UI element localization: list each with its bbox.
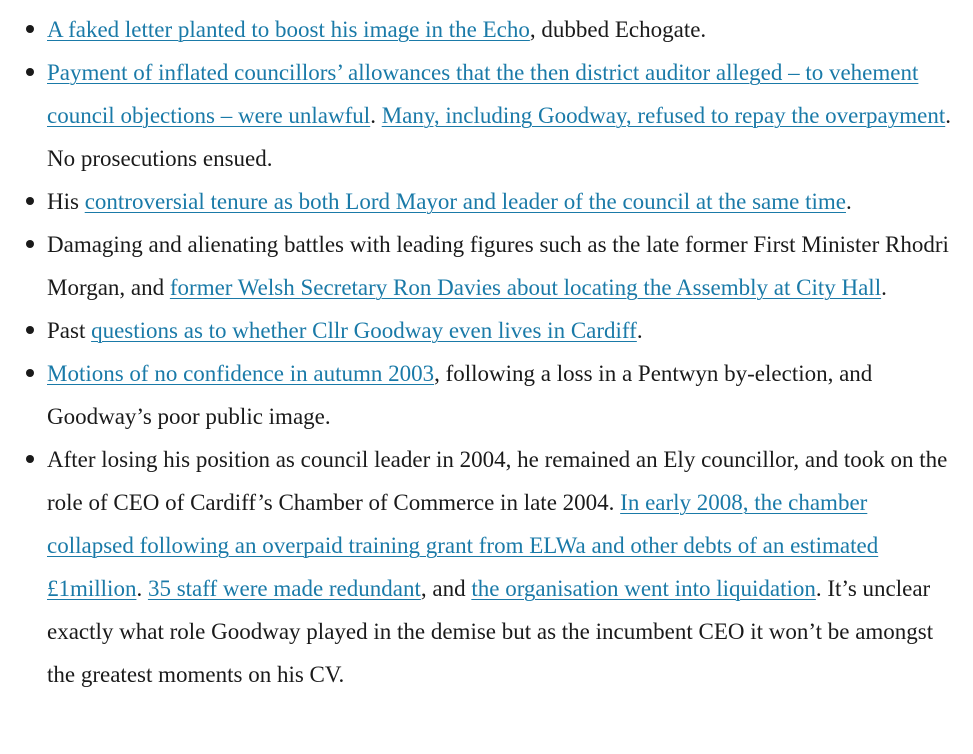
item-text: Damaging and alienating battles with leading figures such as the late former First Minister Rhodri Morgan, and [47,232,949,300]
lord-mayor-tenure-link[interactable]: controversial tenure as both Lord Mayor and leader of the council at the same time [84,189,846,214]
item-text: After losing his position as council leader in 2004, he remained an Ely councillor, and took on the role of CEO of Cardiff’s Chamber of Commerce in late 2004. [47,447,948,515]
item-text: , dubbed Echogate. [529,17,707,42]
bullet-icon [26,197,34,205]
item-text: , following a loss in a Pentwyn by-election, and Goodway’s poor public image. [47,361,873,429]
bullet-icon [26,369,34,377]
liquidation-link[interactable]: the organisation went into liquidation [471,576,816,601]
item-text: . [881,275,887,300]
chamber-collapse-link[interactable]: In early 2008, the chamber collapsed following an overpaid training grant from ELWa and other debts of an estimated £1million [47,490,879,601]
bullet-icon [26,25,34,33]
item-text: . [370,103,382,128]
item-text: Past [47,318,92,343]
no-confidence-link[interactable]: Motions of no confidence in autumn 2003 [47,361,435,386]
item-text: His [47,189,85,214]
item-text: , and [420,576,472,601]
item-text: . No prosecutions ensued. [47,103,951,171]
list-item [47,180,957,223]
bullet-icon [26,455,34,463]
redundancies-link[interactable]: 35 staff were made redundant [147,576,421,601]
bullet-icon [26,68,34,76]
bullet-icon [26,326,34,334]
overpayment-link[interactable]: Many, including Goodway, refused to repay the overpayment [381,103,946,128]
list-item [47,309,957,352]
item-text: . [136,576,148,601]
list-item [47,438,957,696]
list-item [47,223,957,309]
allowances-link[interactable]: Payment of inflated councillors’ allowances that the then district auditor alleged – to vehement council objections – were unlawful [47,60,919,128]
item-text: . [845,189,852,214]
ron-davies-assembly-link[interactable]: former Welsh Secretary Ron Davies about locating the Assembly at City Hall [169,275,882,300]
lives-in-cardiff-link[interactable]: questions as to whether Cllr Goodway even lives in Cardiff [91,318,637,343]
item-text: . It’s unclear exactly what role Goodway played in the demise but as the incumbent CEO it won’t be amongst the greatest moments on his CV. [47,576,934,687]
list-item [47,352,957,438]
item-text: . [636,318,643,343]
bullet-icon [26,240,34,248]
echogate-link[interactable]: A faked letter planted to boost his image in the Echo [47,17,530,42]
list-item [47,51,957,180]
list-item [47,8,957,51]
